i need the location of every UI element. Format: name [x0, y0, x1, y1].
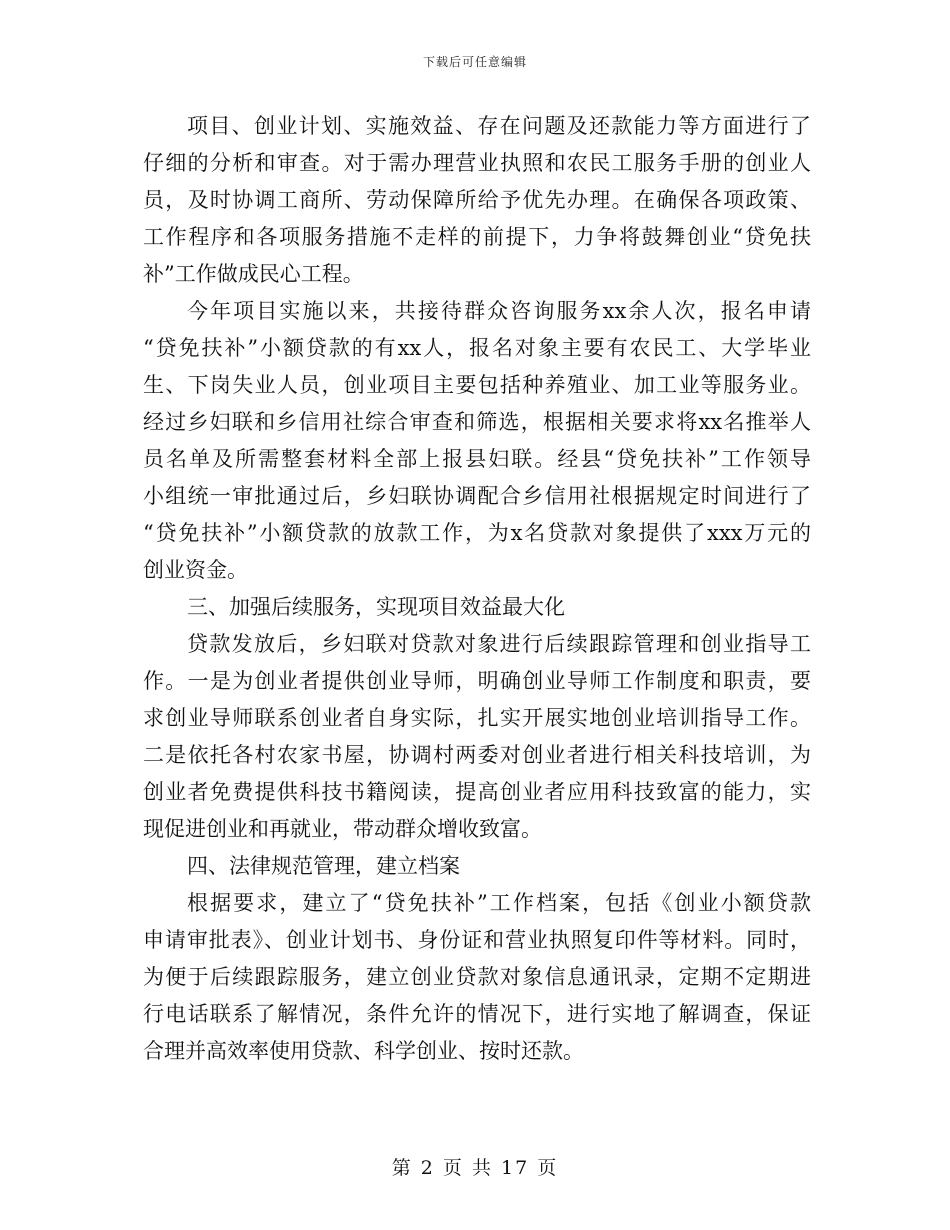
text-line: 员，及时协调工商所、劳动保障所给予优先办理。在确保各项政策、	[143, 188, 811, 212]
text-line: 四、法律规范管理，建立档案	[187, 854, 460, 878]
text-line: “贷免扶补”小额贷款的有xx人，报名对象主要有农民工、大学毕业	[143, 336, 811, 360]
text-line: 三、加强后续服务，实现项目效益最大化	[187, 595, 565, 619]
text-line: “贷免扶补”小额贷款的放款工作，为x名贷款对象提供了xxx万元的	[143, 521, 811, 545]
text-line: 作。一是为创业者提供创业导师，明确创业导师工作制度和职责，要	[143, 669, 811, 693]
text-line: 创业者免费提供科技书籍阅读，提高创业者应用科技致富的能力，实	[143, 780, 811, 804]
text-line: 小组统一审批通过后，乡妇联协调配合乡信用社根据规定时间进行了	[143, 484, 811, 508]
text-line: 创业资金。	[143, 558, 248, 582]
text-line: 申请审批表》、创业计划书、身份证和营业执照复印件等材料。同时，	[143, 928, 811, 952]
text-line: 求创业导师联系创业者自身实际，扎实开展实地创业培训指导工作。	[143, 706, 811, 730]
header-note: 下载后可任意编辑	[422, 55, 527, 69]
text-line: 为便于后续跟踪服务，建立创业贷款对象信息通讯录，定期不定期进	[143, 965, 811, 989]
text-line: 补”工作做成民心工程。	[143, 262, 364, 286]
text-line: 合理并高效率使用贷款、科学创业、按时还款。	[143, 1039, 584, 1063]
text-line: 员名单及所需整套材料全部上报县妇联。经县“贷免扶补”工作领导	[143, 447, 811, 471]
body-text	[143, 108, 811, 1070]
text-line: 二是依托各村农家书屋，协调村两委对创业者进行相关科技培训，为	[143, 743, 811, 767]
text-line: 项目、创业计划、实施效益、存在问题及还款能力等方面进行了	[187, 114, 811, 138]
text-line: 经过乡妇联和乡信用社综合审查和筛选，根据相关要求将xx名推举人	[143, 410, 811, 434]
text-line: 生、下岗失业人员，创业项目主要包括种养殖业、加工业等服务业。	[143, 373, 811, 397]
text-line: 行电话联系了解情况，条件允许的情况下，进行实地了解调查，保证	[143, 1002, 811, 1026]
text-line: 今年项目实施以来，共接待群众咨询服务xx余人次，报名申请	[187, 299, 811, 323]
page-number-footer: 第 2 页 共 17 页	[391, 1157, 559, 1179]
text-line: 仔细的分析和审查。对于需办理营业执照和农民工服务手册的创业人	[143, 151, 811, 175]
text-line: 工作程序和各项服务措施不走样的前提下，力争将鼓舞创业“贷免扶	[143, 225, 811, 249]
text-line: 贷款发放后，乡妇联对贷款对象进行后续跟踪管理和创业指导工	[187, 632, 811, 656]
text-line: 现促进创业和再就业，带动群众增收致富。	[143, 817, 542, 841]
text-line: 根据要求，建立了“贷免扶补”工作档案，包括《创业小额贷款	[187, 891, 811, 915]
